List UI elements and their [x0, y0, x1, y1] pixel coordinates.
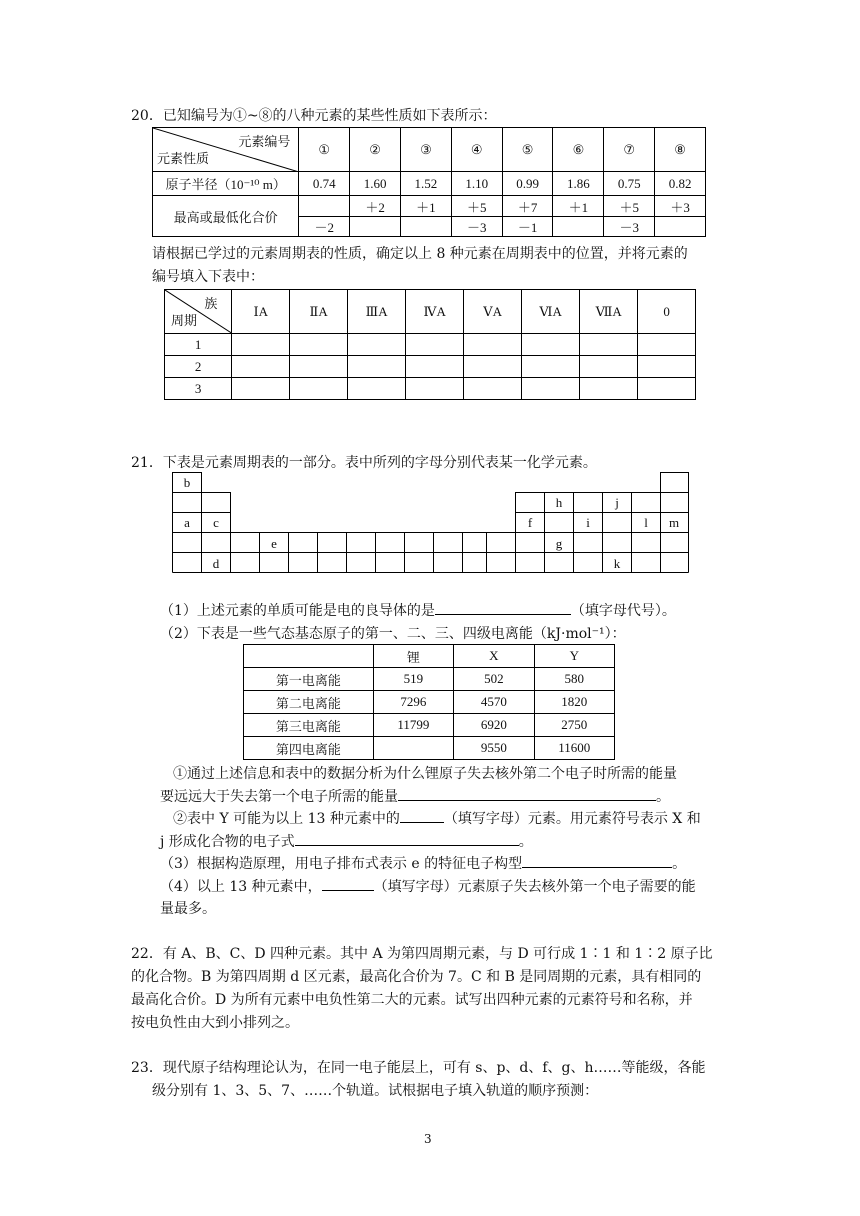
q21-part4: （4）以上 13 种元素中， （填写字母）元素原子失去核外第一个电子需要的能 [160, 876, 696, 897]
answer-blank[interactable] [398, 786, 656, 801]
table-row: 第一电离能 519 502 580 [244, 668, 615, 691]
table-diagonal-header: 族 周期 [165, 290, 232, 334]
element-letter: i [586, 515, 590, 530]
element-letter: e [271, 536, 277, 551]
element-id-cell: ⑦ [604, 128, 655, 172]
q21-part3: （3）根据构造原理，用电子排布式表示 e 的特征电子构型 。 [160, 853, 686, 874]
element-letter: a [184, 515, 190, 530]
table-row: 第三电离能 11799 6920 2750 [244, 714, 615, 737]
table-row: 3 [165, 378, 696, 400]
table-row: 1 [165, 334, 696, 356]
q22-text: 的化合物。B 为第四周期 d 区元素，最高化合价为 7。C 和 B 是同周期的元素，具有相同的 [131, 969, 702, 985]
q21-part1: （1）上述元素的单质可能是电的良导体的是 （填字母代号）。 [160, 600, 676, 621]
q23-text: 23．现代原子结构理论认为，在同一电子能层上，可有 s、p、d、f、g、h……等能级，各能 [131, 1060, 706, 1076]
table-row: 2 [165, 356, 696, 378]
q21-sub1-cont: 要远远大于失去第一个电子所需的能量 。 [160, 786, 670, 807]
table-row: 最高或最低化合价 ＋2 ＋1 ＋5 ＋7 ＋1 ＋5 ＋3 [153, 196, 706, 217]
group-header: ⅠA [232, 290, 290, 334]
row-label: 最高或最低化合价 [153, 196, 299, 237]
group-header: 0 [638, 290, 696, 334]
page-number: 3 [424, 1132, 432, 1146]
q22-text: 按电负性由大到小排列之。 [131, 1015, 299, 1031]
element-letter: d [212, 556, 220, 571]
q21-intro: 21．下表是元素周期表的一部分。表中所列的字母分别代表某一化学元素。 [131, 455, 597, 471]
table-diagonal-header: 元素编号 元素性质 [153, 128, 299, 172]
ionization-energy-table: 锂 X Y 第一电离能 519 502 580 第二电离能 7296 4570 1820 第三电离能 11799 6920 2750 第四电离能 9550 11600 [243, 644, 615, 760]
group-header: ⅢA [348, 290, 406, 334]
table-row: －2 －3 －1 －3 [153, 217, 706, 237]
element-id-cell: ② [350, 128, 401, 172]
element-id-cell: ⑤ [502, 128, 553, 172]
q20-answer-table [164, 289, 696, 400]
element-letter: g [555, 536, 563, 551]
element-id-cell: ⑧ [655, 128, 706, 172]
element-letter: k [613, 556, 621, 571]
group-header: ⅥA [522, 290, 580, 334]
q21-part4-cont: 量最多。 [160, 901, 216, 917]
element-letter: h [555, 495, 563, 510]
element-id-cell: ④ [451, 128, 502, 172]
group-header: ⅦA [580, 290, 638, 334]
element-id-cell: ③ [401, 128, 452, 172]
group-header: ⅡA [290, 290, 348, 334]
answer-blank[interactable] [400, 808, 444, 823]
q21-sub2-cont: j 形成化合物的电子式 。 [160, 831, 533, 852]
q20-instruction: 编号填入下表中： [152, 269, 264, 285]
q20-intro: 20．已知编号为①~⑧的八种元素的某些性质如下表所示： [131, 108, 497, 124]
element-letter: f [527, 515, 533, 530]
q21-sub2: ②表中 Y 可能为以上 13 种元素中的 （填写字母）元素。用元素符号表示 X 和 [173, 808, 701, 829]
q21-part2: （2）下表是一些气态基态原子的第一、二、三、四级电离能（kJ·mol⁻¹）： [160, 626, 626, 642]
table-row: 第四电离能 9550 11600 [244, 737, 615, 760]
element-letter: j [615, 495, 619, 510]
table-row: 原子半径（10⁻¹⁰ m） 0.74 1.60 1.52 1.10 0.99 1.86 0.75 0.82 [153, 172, 706, 196]
table-row: 第二电离能 7296 4570 1820 [244, 691, 615, 714]
q21-sub1: ①通过上述信息和表中的数据分析为什么锂原子失去核外第二个电子时所需的能量 [173, 766, 677, 782]
q20-instruction: 请根据已学过的元素周期表的性质，确定以上 8 种元素在周期表中的位置，并将元素的 [152, 246, 688, 262]
q22-text: 22．有 A、B、C、D 四种元素。其中 A 为第四周期元素，与 D 可行成 1∶1 和 1∶2 原子比 [131, 946, 713, 962]
periodic-table-fragment [160, 470, 700, 580]
q23-text: 级分别有 1、3、5、7、……个轨道。试根据电子填入轨道的顺序预测： [152, 1083, 599, 1099]
answer-blank[interactable] [322, 876, 374, 891]
answer-blank[interactable] [295, 831, 519, 846]
element-id-cell: ⑥ [553, 128, 604, 172]
q20-property-table [152, 127, 706, 237]
q22-text: 最高化合价。D 为所有元素中电负性第二大的元素。试写出四种元素的元素符号和名称，并 [131, 992, 693, 1008]
row-label: 原子半径（10⁻¹⁰ m） [153, 172, 299, 196]
element-letter: m [668, 515, 680, 530]
element-letter: l [644, 515, 648, 530]
group-header: ⅣA [406, 290, 464, 334]
element-letter: b [183, 475, 191, 490]
element-letter: c [213, 515, 219, 530]
element-id-cell: ① [299, 128, 350, 172]
answer-blank[interactable] [522, 853, 672, 868]
answer-blank[interactable] [435, 600, 571, 615]
group-header: ⅤA [464, 290, 522, 334]
